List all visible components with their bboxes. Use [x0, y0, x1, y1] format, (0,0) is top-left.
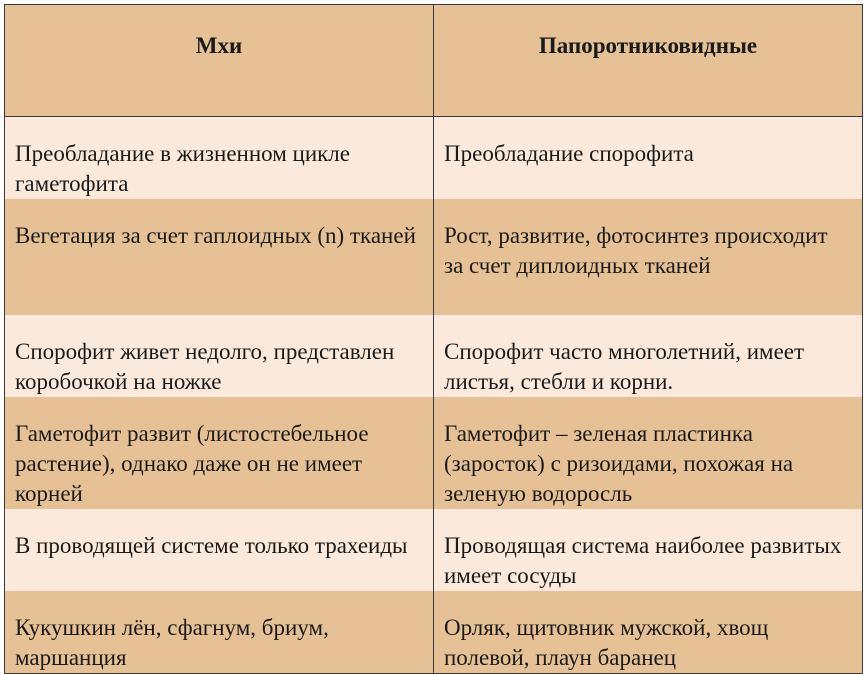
cell-mosses: Преобладание в жизненном цикле гаметофита — [5, 117, 434, 200]
cell-mosses: Вегетация за счет гаплоидных (n) тканей — [5, 199, 434, 315]
table-row — [5, 397, 863, 509]
cell-ferns: Преобладание спорофита — [434, 117, 863, 200]
cell-mosses: Гаметофит развит (листостебельное растение), однако даже он не имеет корней — [5, 397, 434, 509]
cell-mosses: Спорофит живет недолго, представлен коробочкой на ножке — [5, 315, 434, 397]
table-row — [5, 199, 863, 315]
header-mosses: Мхи — [5, 5, 434, 117]
cell-ferns: Спорофит часто многолетний, имеет листья, стебли и корни. — [434, 315, 863, 397]
header-row — [5, 5, 863, 117]
table-row — [5, 315, 863, 397]
comparison-table — [4, 4, 863, 674]
cell-mosses: Кукушкин лён, сфагнум, бриум, маршанция — [5, 591, 434, 674]
cell-mosses: В проводящей системе только трахеиды — [5, 509, 434, 591]
table-row — [5, 509, 863, 591]
cell-ferns: Рост, развитие, фотосинтез происходит за счет диплоидных тканей — [434, 199, 863, 315]
header-ferns: Папоротниковидные — [434, 5, 863, 117]
table-row — [5, 117, 863, 200]
cell-ferns: Орляк, щитовник мужской, хвощ полевой, плаун баранец — [434, 591, 863, 674]
cell-ferns: Гаметофит – зеленая пластинка (заросток) с ризоидами, похожая на зеленую водоросль — [434, 397, 863, 509]
table-row — [5, 591, 863, 674]
cell-ferns: Проводящая система наиболее развитых имеет сосуды — [434, 509, 863, 591]
